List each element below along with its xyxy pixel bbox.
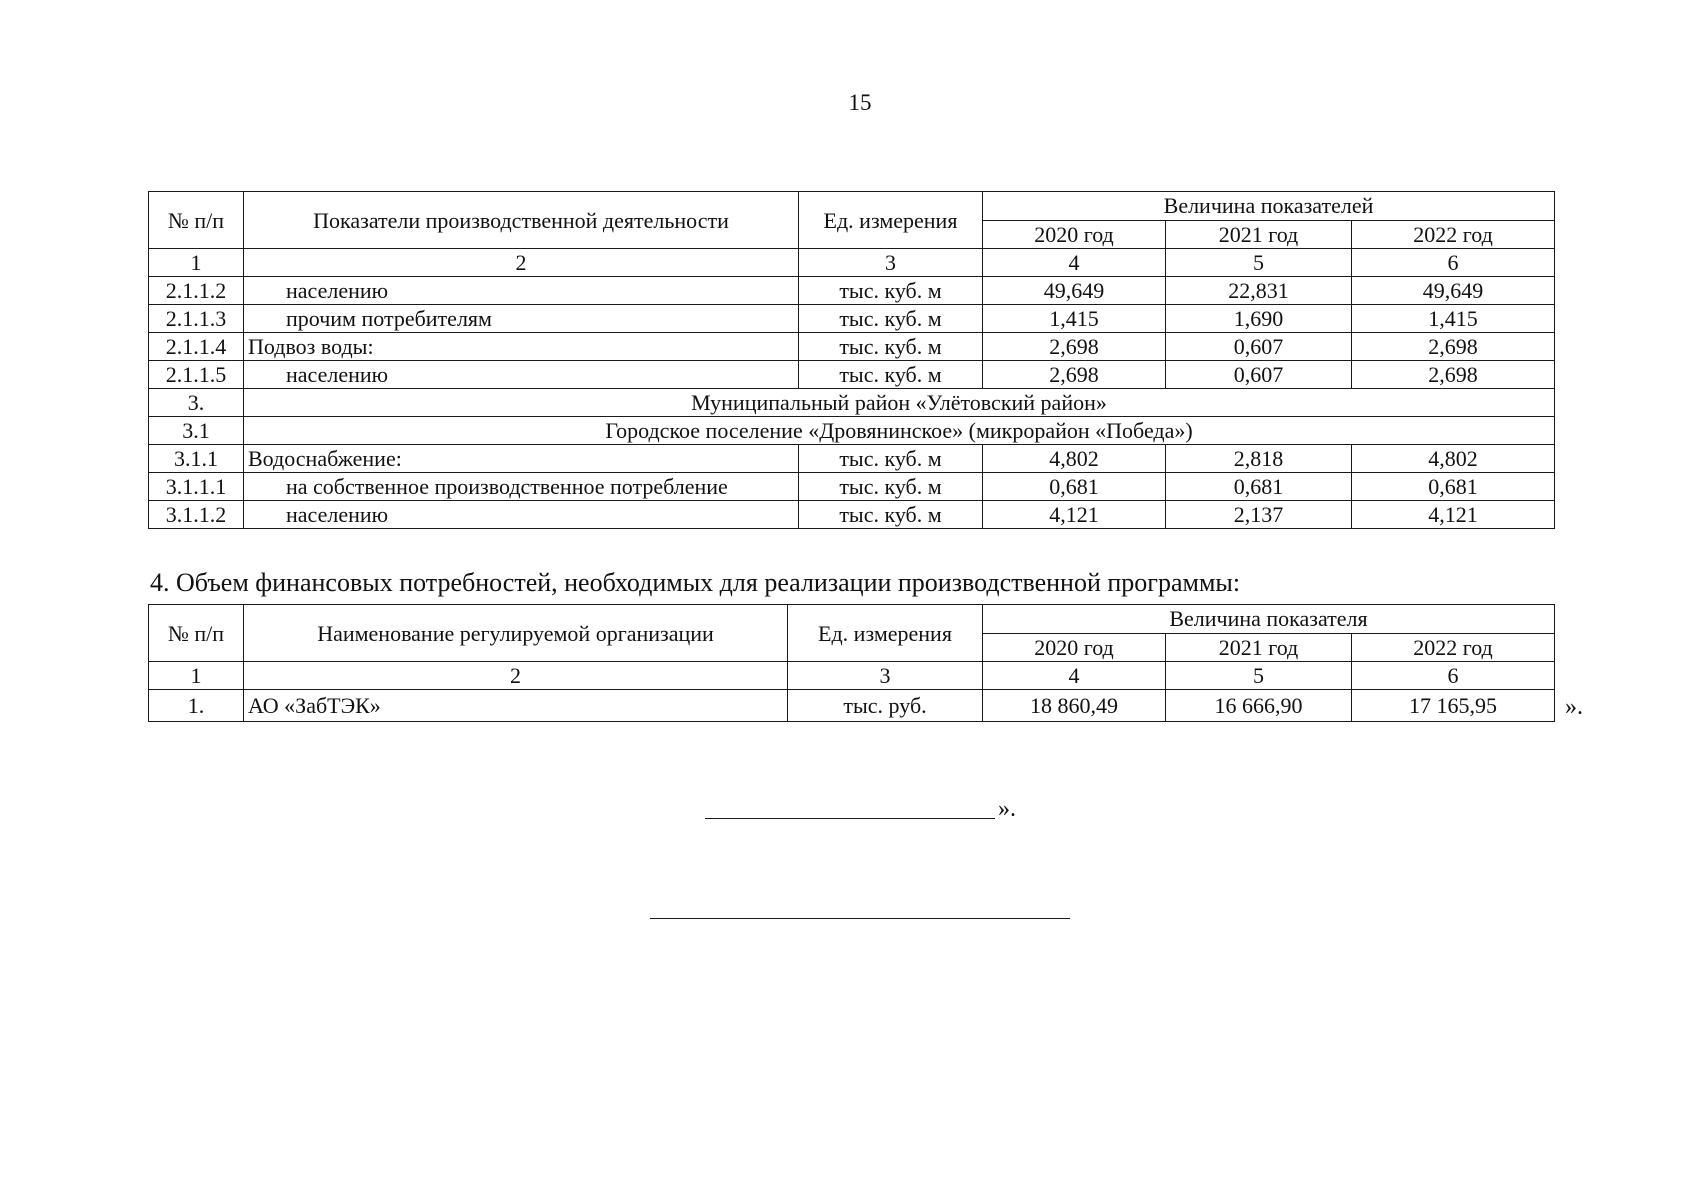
row-value-2020: 0,681 bbox=[983, 473, 1166, 501]
table-row bbox=[149, 445, 1555, 473]
header-year-2021: 2021 год bbox=[1166, 220, 1352, 249]
row-value-2022: 4,121 bbox=[1352, 501, 1555, 529]
row-num: 2.1.1.3 bbox=[149, 305, 244, 333]
row-value-2020: 2,698 bbox=[983, 333, 1166, 361]
section-title: Муниципальный район «Улётовский район» bbox=[244, 389, 1555, 417]
row-num: 1. bbox=[149, 690, 244, 722]
col-number: 5 bbox=[1166, 249, 1352, 277]
row-value-2022: 4,802 bbox=[1352, 445, 1555, 473]
header-year-2022: 2022 год bbox=[1352, 633, 1555, 662]
col-number: 6 bbox=[1352, 249, 1555, 277]
row-value-2020: 18 860,49 bbox=[983, 690, 1166, 722]
row-value-2020: 4,802 bbox=[983, 445, 1166, 473]
row-name: населению bbox=[244, 361, 799, 389]
header-indicator: Показатели производственной деятельности bbox=[244, 192, 799, 249]
line-closing-quote: ». bbox=[998, 796, 1016, 822]
section-num: 3. bbox=[149, 389, 244, 417]
col-number: 4 bbox=[983, 249, 1166, 277]
row-num: 2.1.1.4 bbox=[149, 333, 244, 361]
row-num: 3.1.1.1 bbox=[149, 473, 244, 501]
row-num: 3.1.1 bbox=[149, 445, 244, 473]
row-unit: тыс. руб. bbox=[788, 690, 983, 722]
row-unit: тыс. куб. м bbox=[799, 305, 983, 333]
table-row bbox=[149, 690, 1555, 722]
row-name: на собственное производственное потребление bbox=[244, 473, 799, 501]
section-title: Городское поселение «Дровянинское» (микрорайон «Победа») bbox=[244, 417, 1555, 445]
row-name: Подвоз воды: bbox=[244, 333, 799, 361]
col-number: 3 bbox=[788, 662, 983, 690]
header-year-2022: 2022 год bbox=[1352, 220, 1555, 249]
row-name: прочим потребителям bbox=[244, 305, 799, 333]
row-unit: тыс. куб. м bbox=[799, 445, 983, 473]
row-name: Водоснабжение: bbox=[244, 445, 799, 473]
table-closing-quote: ». bbox=[1565, 694, 1583, 720]
row-value-2021: 0,607 bbox=[1166, 361, 1352, 389]
row-value-2021: 2,137 bbox=[1166, 501, 1352, 529]
table-row bbox=[149, 333, 1555, 361]
row-org: АО «ЗабТЭК» bbox=[244, 690, 788, 722]
table-row bbox=[149, 277, 1555, 305]
column-numbers-row bbox=[149, 249, 1555, 277]
row-unit: тыс. куб. м bbox=[799, 361, 983, 389]
row-value-2021: 2,818 bbox=[1166, 445, 1352, 473]
row-value-2021: 1,690 bbox=[1166, 305, 1352, 333]
row-value-2020: 2,698 bbox=[983, 361, 1166, 389]
header-unit: Ед. измерения bbox=[788, 605, 983, 662]
row-value-2022: 49,649 bbox=[1352, 277, 1555, 305]
separator-line bbox=[705, 818, 995, 819]
row-unit: тыс. куб. м bbox=[799, 501, 983, 529]
header-values-group: Величина показателя bbox=[983, 605, 1555, 634]
row-value-2022: 17 165,95 bbox=[1352, 690, 1555, 722]
header-year-2021: 2021 год bbox=[1166, 633, 1352, 662]
page-number: 15 bbox=[848, 90, 872, 115]
row-value-2020: 1,415 bbox=[983, 305, 1166, 333]
row-unit: тыс. куб. м bbox=[799, 277, 983, 305]
row-value-2021: 16 666,90 bbox=[1166, 690, 1352, 722]
column-numbers-row bbox=[149, 662, 1555, 690]
row-value-2021: 22,831 bbox=[1166, 277, 1352, 305]
header-year-2020: 2020 год bbox=[983, 633, 1166, 662]
row-value-2020: 4,121 bbox=[983, 501, 1166, 529]
row-value-2021: 0,607 bbox=[1166, 333, 1352, 361]
section-num: 3.1 bbox=[149, 417, 244, 445]
col-number: 6 bbox=[1352, 662, 1555, 690]
financial-needs-table bbox=[148, 604, 1555, 722]
header-year-2020: 2020 год bbox=[983, 220, 1166, 249]
col-number: 1 bbox=[149, 662, 244, 690]
col-number: 3 bbox=[799, 249, 983, 277]
header-org: Наименование регулируемой организации bbox=[244, 605, 788, 662]
row-name: населению bbox=[244, 277, 799, 305]
row-value-2021: 0,681 bbox=[1166, 473, 1352, 501]
row-value-2020: 49,649 bbox=[983, 277, 1166, 305]
table-row bbox=[149, 473, 1555, 501]
section-4-title: 4. Объем финансовых потребностей, необходимых для реализации производственной программы: bbox=[150, 568, 1241, 597]
header-num: № п/п bbox=[149, 192, 244, 249]
table-row bbox=[149, 305, 1555, 333]
production-indicators-table bbox=[148, 191, 1555, 529]
row-value-2022: 1,415 bbox=[1352, 305, 1555, 333]
col-number: 2 bbox=[244, 662, 788, 690]
section-row bbox=[149, 417, 1555, 445]
col-number: 1 bbox=[149, 249, 244, 277]
col-number: 2 bbox=[244, 249, 799, 277]
row-unit: тыс. куб. м bbox=[799, 333, 983, 361]
row-num: 2.1.1.5 bbox=[149, 361, 244, 389]
header-unit: Ед. измерения bbox=[799, 192, 983, 249]
section-row bbox=[149, 389, 1555, 417]
row-value-2022: 0,681 bbox=[1352, 473, 1555, 501]
header-values-group: Величина показателей bbox=[983, 192, 1555, 221]
row-value-2022: 2,698 bbox=[1352, 333, 1555, 361]
header-num: № п/п bbox=[149, 605, 244, 662]
row-name: населению bbox=[244, 501, 799, 529]
separator-line bbox=[650, 918, 1070, 919]
table-row bbox=[149, 501, 1555, 529]
col-number: 4 bbox=[983, 662, 1166, 690]
table-row bbox=[149, 361, 1555, 389]
row-unit: тыс. куб. м bbox=[799, 473, 983, 501]
row-num: 3.1.1.2 bbox=[149, 501, 244, 529]
col-number: 5 bbox=[1166, 662, 1352, 690]
row-value-2022: 2,698 bbox=[1352, 361, 1555, 389]
row-num: 2.1.1.2 bbox=[149, 277, 244, 305]
